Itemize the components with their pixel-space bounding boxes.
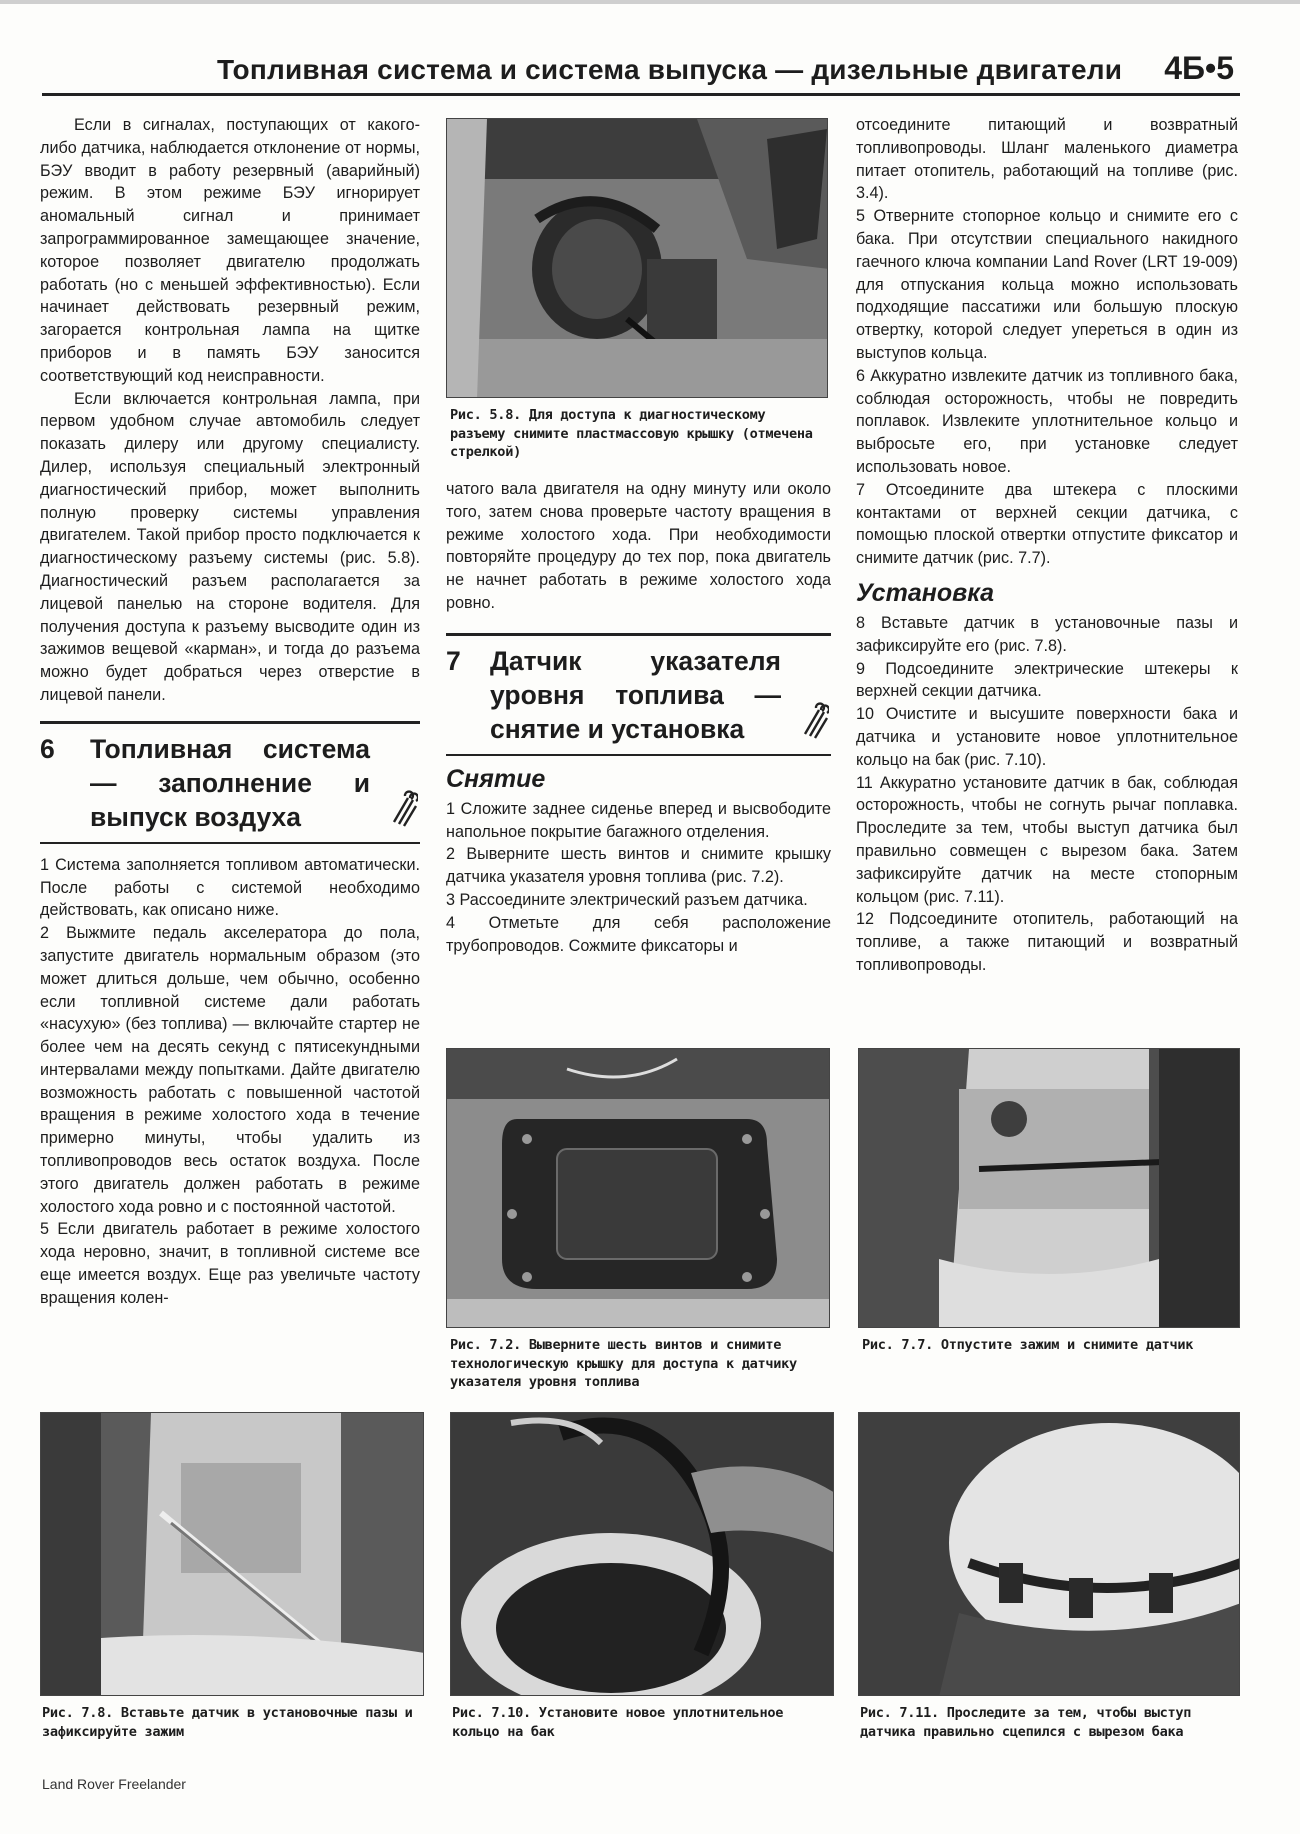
section-7-heading: [446, 633, 831, 756]
subheading-removal: Снятие: [446, 764, 546, 793]
subheading-installation: Установка: [856, 578, 995, 607]
column-2: [446, 478, 831, 957]
caption-fig-7-10: Рис. 7.10. Установите новое уплотнительное кольцо на бак: [452, 1705, 784, 1740]
step-1: 1 Система заполняется топливом автоматически. После работы с системой необходимо действовать, как описано ниже.: [40, 855, 420, 920]
column-1: [40, 114, 420, 1310]
page-number: 4Б•5: [1164, 50, 1234, 86]
caption-fig-7-11: Рис. 7.11. Проследите за тем, чтобы выступ датчика правильно сцепился с вырезом бака: [860, 1705, 1192, 1740]
paragraph-continuation: чатого вала двигателя на одну минуту или около того, затем снова проверьте частоту вращения в режиме холостого хода. При необходимости повторяйте процедуру до тех пор, пока двигатель не начнет работать в режиме холостого хода ровно.: [446, 480, 831, 612]
step-10: 10 Очистите и высушите поверхности бака и датчика и установите новое уплотнительное кольцо на бак (рис. 7.10).: [856, 705, 1238, 769]
step-8: 8 Вставьте датчик в установочные пазы и зафиксируйте его (рис. 7.8).: [856, 613, 1238, 655]
photo-fig-7-8: [40, 1412, 424, 1696]
photo-fig-7-10: [450, 1412, 834, 1696]
page-header: [42, 50, 1240, 96]
section-title: Топливная система — заполнение и выпуск воздуха: [90, 733, 370, 832]
caption-fig-7-2: Рис. 7.2. Выверните шесть винтов и снимите технологическую крышку для доступа к датчику указателя уровня топлива: [450, 1337, 797, 1390]
step-4: 4 Отметьте для себя расположение трубопроводов. Сожмите фиксаторы и: [446, 913, 831, 955]
photo-fig-7-7: [858, 1048, 1240, 1328]
step-5: 5 Отверните стопорное кольцо и снимите его с бака. При отсутствии специального накидного гаечного ключа компании Land Rover (LRT 19-009) для отпускания кольца можно использовать подходящие пассатижи или большую плоскую отвертку, которой следует упереться в один из выступов кольца.: [856, 207, 1238, 362]
step-12: 12 Подсоедините отопитель, работающий на топливе, а также питающий и возвратный топливопроводы.: [856, 910, 1238, 974]
section-6-heading: [40, 721, 420, 844]
difficulty-spanner-icon: [799, 700, 829, 740]
step-1: 1 Сложите заднее сиденье вперед и высвободите напольное покрытие багажного отделения.: [446, 799, 831, 841]
caption-fig-5-8: Рис. 5.8. Для доступа к диагностическому разъему снимите пластмассовую крышку (отмечена стрелкой): [450, 407, 813, 460]
difficulty-spanner-icon: [388, 788, 418, 828]
step-7: 7 Отсоедините два штекера с плоскими контактами от верхней секции датчика, с помощью плоской отвертки отпустите фиксатор и снимите датчик (рис. 7.7).: [856, 480, 1238, 568]
step-5: 5 Если двигатель работает в режиме холостого хода неровно, значит, в топливной системе все еще имеется воздух. Еще раз увеличьте частоту вращения колен-: [40, 1220, 420, 1307]
step-3: 3 Рассоедините электрический разъем датчика.: [446, 890, 808, 909]
step-6: 6 Аккуратно извлеките датчик из топливного бака, соблюдая осторожность, чтобы не повредить поплавок. Извлеките уплотнительное кольцо и выбросьте его, при установке следует использовать новое.: [856, 366, 1238, 476]
caption-fig-7-8: Рис. 7.8. Вставьте датчик в установочные пазы и зафиксируйте зажим: [42, 1705, 413, 1740]
section-number: 6: [40, 733, 55, 764]
step-11: 11 Аккуратно установите датчик в бак, соблюдая осторожность, чтобы не согнуть рычаг поплавка. Проследите за тем, чтобы выступ датчика был правильно совмещен с вырезом бака. Затем зафиксируйте датчик на месте стопорным кольцом (рис. 7.11).: [856, 773, 1238, 906]
paragraph-continuation: отсоедините питающий и возвратный топливопроводы. Шланг маленького диаметра питает отопитель, работающий на топливе (рис. 3.4).: [856, 116, 1238, 203]
photo-fig-7-11: [858, 1412, 1240, 1696]
caption-fig-7-7: Рис. 7.7. Отпустите зажим и снимите датчик: [862, 1337, 1194, 1353]
running-title: Топливная система и система выпуска — дизельные двигатели: [217, 54, 1123, 85]
paragraph: Если в сигналах, поступающих от какого-либо датчика, наблюдается отклонение от нормы, БЭУ вводит в работу резервный (аварийный) режим. В этом режиме БЭУ игнорирует аномальный сигнал и принимает запрограммированное замещающее значение, которое позволяет двигателю продолжать работать (но с меньшей эффективностью). Если начинает действовать резервный режим, загорается контрольная лампа на щитке приборов и в память БЭУ заносится соответствующий код неисправности.: [40, 116, 420, 385]
step-2: 2 Выверните шесть винтов и снимите крышку датчика указателя уровня топлива (рис. 7.2).: [446, 845, 831, 887]
section-title: Датчик указателя уровня топлива — снятие и установка: [490, 645, 781, 744]
photo-fig-5-8: [446, 118, 828, 398]
step-2: 2 Выжмите педаль акселератора до пола, запустите двигатель нормальным образом (это может длиться дольше, чем обычно, особенно если топливной системе дали работать «насухую» (без топлива) — включайте стартер не более чем на десять секунд с пятисекундными интервалами между попытками. Дайте двигателю возможность работать с повышенной частотой вращения в режиме холостого хода в течение примерно минуты, чтобы удалить из топливопроводов весь остаток воздуха. После этого двигатель должен работать в режиме холостого хода ровно и с постоянной частотой.: [40, 924, 420, 1216]
page-top-edge: [0, 0, 1300, 4]
step-9: 9 Подсоедините электрические штекеры к верхней секции датчика.: [856, 659, 1238, 701]
photo-fig-7-2: [446, 1048, 830, 1328]
paragraph: Если включается контрольная лампа, при первом удобном случае автомобиль следует показать дилеру или другому специалисту. Дилер, используя специальный электронный диагностический прибор, может выполнить полную проверку системы управления двигателем. Такой прибор просто подключается к диагностическому разъему системы (рис. 5.8). Диагностический разъем располагается за лицевой панелью на стороне водителя. Для получения доступа к разъему высводите один из зажимов вещевой «карман», и тогда до разъема можно будет добраться через отверстие в лицевой панели.: [40, 389, 420, 704]
section-number: 7: [446, 645, 461, 676]
footer-book-title: Land Rover Freelander: [42, 1776, 186, 1792]
column-3: [856, 114, 1238, 977]
